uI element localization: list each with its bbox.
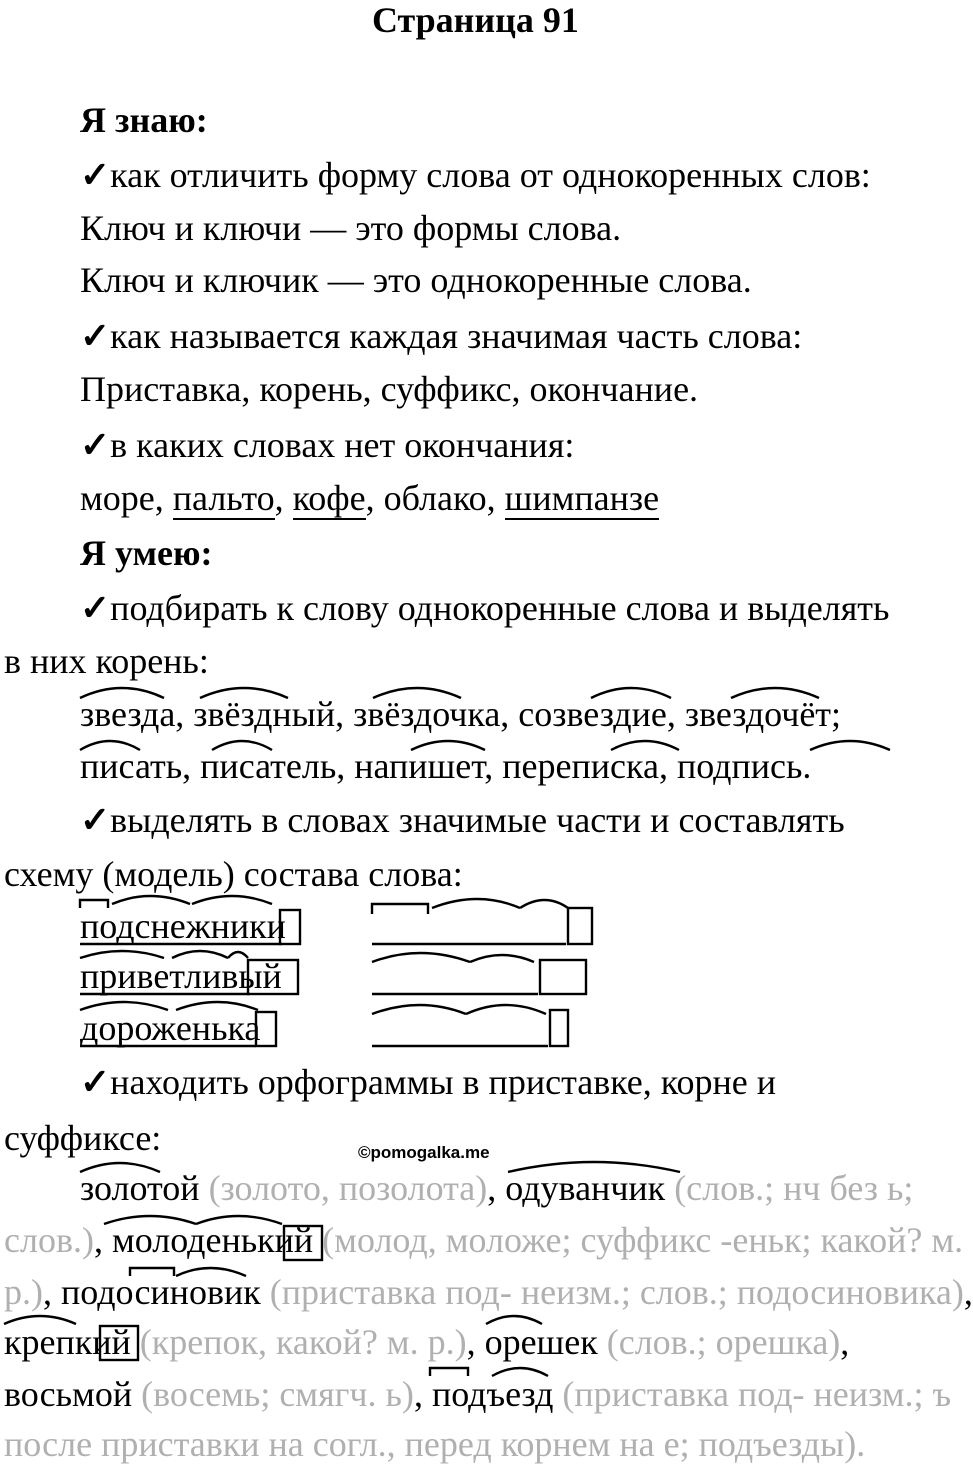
know-item-3: ✓в каких словах нет окончания: [80, 425, 575, 465]
can-item-2b: схему (модель) состава слова: [4, 854, 463, 894]
know-heading: Я знаю: [80, 100, 208, 140]
can-item-2: ✓выделять в словах значимые части и составлять [80, 800, 845, 840]
example-note: (приставка под- неизм.; ъ [562, 1374, 952, 1414]
check-icon: ✓ [80, 800, 111, 840]
page-title: Страница 91 [372, 0, 579, 40]
word-underlined: пальто [172, 478, 275, 518]
example-word: орешек [484, 1322, 598, 1362]
check-icon: ✓ [80, 425, 111, 465]
check-icon: ✓ [80, 316, 111, 356]
example-note: (приставка под- неизм.; слов.; подосиновика) [269, 1272, 964, 1312]
can-heading: Я умею: [80, 533, 213, 573]
word: море [80, 478, 155, 518]
check-icon: ✓ [80, 155, 111, 195]
root-word: писатель [200, 746, 337, 786]
root-word: напишет [354, 746, 485, 786]
word: облако [383, 478, 487, 518]
no-ending-words: море, пальто, кофе, облако, шимпанзе [80, 478, 660, 518]
example-line-3: р.), подосиновик (приставка под- неизм.; слов.; подосиновика), [4, 1272, 973, 1312]
example-line-1: золотой (золото, позолота), одуванчик (слов.; нч без ь; [80, 1168, 914, 1208]
word-underlined: кофе [292, 478, 366, 518]
check-icon: ✓ [80, 1062, 111, 1102]
example-note: слов.) [4, 1220, 94, 1260]
root-row-2: писать, писатель, напишет, переписка, подпись. [80, 746, 812, 786]
example-note: (восемь; смягч. ь) [141, 1374, 414, 1414]
example-note: (золото, позолота) [208, 1168, 488, 1208]
can-item-1b: в них корень: [4, 641, 209, 681]
example-note: (слов.; орешка) [606, 1322, 841, 1362]
can-item-1: ✓подбирать к слову однокоренные слова и выделять [80, 588, 890, 628]
example-note: (слов.; нч без ь; [674, 1168, 914, 1208]
example-line-6: после приставки на согл., перед корнем на е; подъезды). [4, 1424, 866, 1464]
know-item-1a: Ключ и ключи — это формы слова. [80, 208, 622, 248]
example-word: подосиновик [61, 1272, 261, 1312]
example-line-2: слов.), молоденький (молод, моложе; суффикс -еньк; какой? м. [4, 1220, 964, 1260]
example-word: молоденький [111, 1220, 314, 1260]
know-item-1: ✓как отличить форму слова от однокоренных слов: [80, 155, 871, 195]
example-note: (крепок, какой? м. р.) [139, 1322, 467, 1362]
example-note: (молод, моложе; суффикс -еньк; какой? м. [322, 1220, 964, 1260]
example-word: золотой [80, 1168, 200, 1208]
know-item-1b: Ключ и ключик — это однокоренные слова. [80, 260, 752, 300]
example-word: одуванчик [505, 1168, 666, 1208]
model-word-3: дороженька [80, 1008, 261, 1048]
word-underlined: шимпанзе [504, 478, 660, 518]
root-word: звёздочка [353, 694, 501, 734]
root-word: созвездие [518, 694, 667, 734]
know-item-2: ✓как называется каждая значимая часть слова: [80, 316, 803, 356]
check-icon: ✓ [80, 588, 111, 628]
root-word: писать [80, 746, 183, 786]
can-item-3: ✓находить орфограммы в приставке, корне и [80, 1062, 776, 1102]
know-item-2a: Приставка, корень, суффикс, окончание. [80, 369, 699, 409]
root-row-1: звезда, звёздный, звёздочка, созвездие, звездочёт; [80, 694, 842, 734]
root-word: звездочёт [684, 694, 832, 734]
example-word: подъезд [431, 1374, 554, 1414]
root-word: звёздный [193, 694, 336, 734]
example-line-4: крепкий (крепок, какой? м. р.), орешек (слов.; орешка), [4, 1322, 850, 1362]
watermark: ©pomogalka.me [358, 1143, 490, 1162]
can-item-3b: суффиксе: [4, 1118, 162, 1158]
root-word: подпись [676, 746, 803, 786]
root-word: переписка [502, 746, 659, 786]
model-word-1: подснежники [80, 906, 286, 946]
example-word: восьмой [4, 1374, 133, 1414]
example-word: крепкий [4, 1322, 131, 1362]
example-note: р.) [4, 1272, 43, 1312]
model-word-2: приветливый [80, 956, 282, 996]
example-line-5: восьмой (восемь; смягч. ь), подъезд (приставка под- неизм.; ъ [4, 1374, 952, 1414]
root-word: звезда [80, 694, 176, 734]
